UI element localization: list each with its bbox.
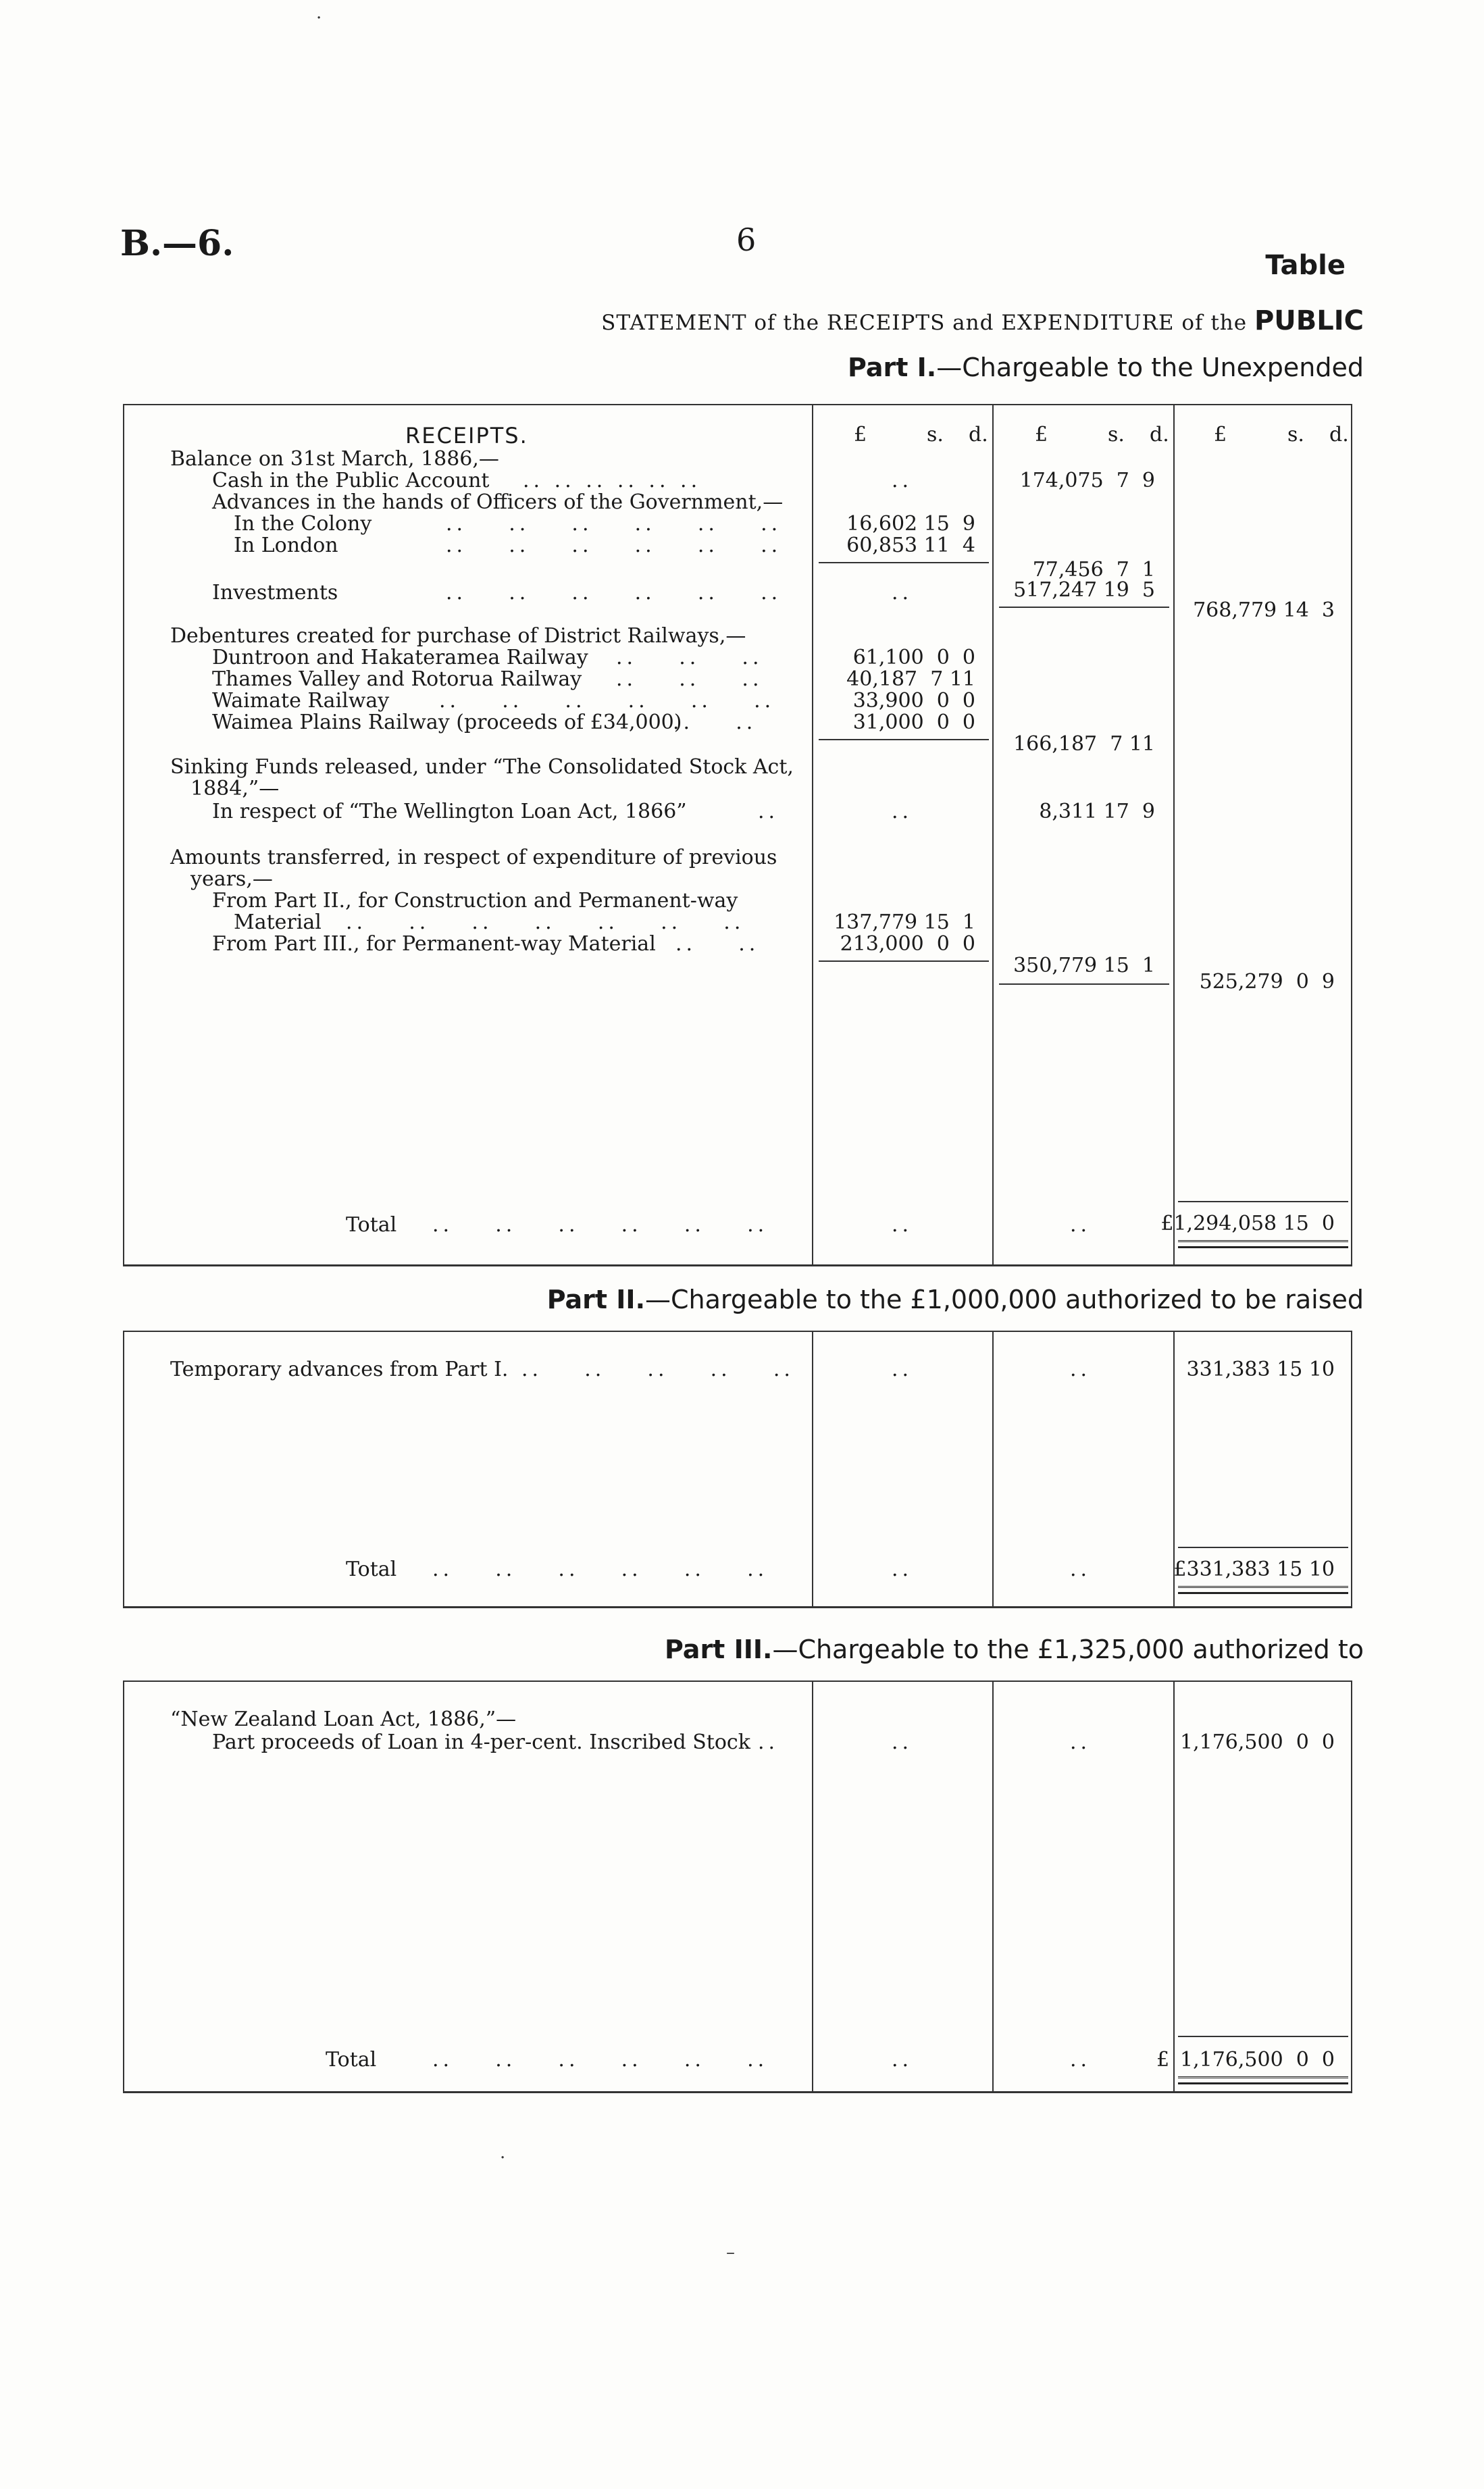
part2-col1-dots: ..: [892, 1558, 913, 1581]
line-duntroon: Duntroon and Hakateramea Railway: [212, 646, 588, 669]
part3-total-symbol: £: [1156, 2048, 1170, 2072]
leader: .. .. .. .. ..: [521, 1358, 794, 1381]
line-balance: Balance on 31st March, 1886,—: [170, 447, 499, 471]
line-investments: Investments: [212, 581, 338, 605]
part3-total: 1,176,500 0 0: [1180, 2048, 1335, 2072]
part2-col2-divider: [992, 1332, 994, 1606]
part3-col1-divider: [812, 1682, 813, 2091]
leader: .. .. .. .. .. ..: [432, 1558, 769, 1581]
leader: .. .. .. .. .. .. ..: [346, 910, 745, 934]
col2-empty-dots: ..: [1070, 1213, 1092, 1237]
leader: ..: [758, 800, 779, 823]
leader: .. .. ..: [616, 646, 763, 669]
line-debentures: Debentures created for purchase of District Railways,—: [170, 624, 746, 648]
part3-col1-dots: ..: [892, 2048, 913, 2072]
line-in-london: In London: [234, 534, 338, 557]
line-from-part2: From Part II., for Construction and Permanent-way: [212, 889, 738, 913]
leader: .. .. .. .. .. ..: [432, 2048, 769, 2072]
col2-pence-header: d.: [1150, 423, 1169, 446]
line-transfers: Amounts transferred, in respect of expenditure of previous: [170, 846, 777, 869]
col2-pound-header: £: [1035, 423, 1048, 446]
col1-waimea: 31,000 0 0: [852, 711, 975, 734]
part1-border-right: [1351, 405, 1352, 1264]
col1-pence-header: d.: [969, 423, 988, 446]
part2-double-rule: [1178, 1586, 1348, 1594]
part1-col2-divider: [992, 405, 994, 1264]
leader: ..: [758, 1730, 779, 1754]
part3-border-left: [123, 1682, 124, 2091]
col1-in-colony: 16,602 15 9: [846, 512, 975, 536]
part3-col2-dots: ..: [1070, 1730, 1092, 1754]
line-waimea: Waimea Plains Railway (proceeds of £34,000): [212, 711, 682, 734]
part3-col2-divider: [992, 1682, 994, 2091]
part2-title: [547, 1285, 1364, 1314]
line-waimate: Waimate Railway: [212, 689, 390, 713]
col1-rule: [819, 739, 989, 740]
part2-col2-dots: ..: [1070, 1558, 1092, 1581]
part3-border-right: [1351, 1682, 1352, 2091]
line-advances: Advances in the hands of Officers of the Government,—: [212, 490, 784, 514]
part1-title-bold: Part I.: [848, 353, 937, 382]
header-table-label: Table: [1265, 250, 1346, 281]
part2-col2-dots: ..: [1070, 1358, 1092, 1381]
part2-total: £331,383 15 10: [1173, 1558, 1335, 1581]
part2-col1-divider: [812, 1332, 813, 1606]
col1-part3: 213,000 0 0: [840, 932, 975, 956]
line-from-part3: From Part III., for Permanent-way Material: [212, 932, 656, 956]
line-in-colony: In the Colony: [234, 512, 372, 536]
part2-line: Temporary advances from Part I.: [170, 1358, 509, 1381]
col2-cash: 174,075 7 9: [1019, 469, 1155, 492]
part3-title: [665, 1635, 1364, 1664]
receipts-heading: RECEIPTS.: [405, 423, 528, 448]
print-speck: –: [726, 2242, 735, 2263]
part2-title-bold: Part II.: [546, 1285, 646, 1314]
col2-debentures-total: 166,187 7 11: [1013, 732, 1155, 756]
col2-rule: [999, 607, 1169, 608]
col3-other-total: 525,279 0 9: [1199, 970, 1335, 994]
leader: .. .. ..: [616, 667, 763, 691]
leader: .. .. .. .. .. ..: [439, 689, 775, 713]
line-sinking: Sinking Funds released, under “The Consolidated Stock Act,: [170, 755, 794, 779]
part1-col1-divider: [812, 405, 813, 1264]
line-sinking-act: 1884,”—: [190, 777, 280, 800]
col2-investments: 517,247 19 5: [1013, 578, 1155, 602]
col3-rule: [1178, 1201, 1348, 1202]
col3-pound-header: £: [1214, 423, 1227, 446]
line-material: Material: [234, 910, 322, 934]
statement-title-prefix: STATEMENT of the RECEIPTS and EXPENDITURE of the: [601, 311, 1248, 335]
col2-advances-total: 77,456 7 1: [1032, 558, 1155, 582]
col1-part2: 137,779 15 1: [834, 910, 975, 934]
part2-border-left: [123, 1332, 124, 1606]
col3-grand-total: £1,294,058 15 0: [1160, 1212, 1335, 1235]
col2-shilling-header: s.: [1108, 423, 1125, 446]
page-number: 6: [736, 222, 757, 258]
leader: .. ..: [675, 932, 760, 956]
part3-line1: “New Zealand Loan Act, 1886,”—: [170, 1708, 517, 1731]
part3-col3-divider: [1173, 1682, 1175, 2091]
col3-pence-header: d.: [1329, 423, 1349, 446]
line-wellington: In respect of “The Wellington Loan Act, 1866”: [212, 800, 687, 823]
col1-empty-dots: ..: [892, 581, 913, 605]
part1-title-rest: —Chargeable to the Unexpended: [936, 353, 1364, 382]
leader: .. .. .. .. .. ..: [446, 581, 782, 605]
col1-shilling-header: s.: [927, 423, 944, 446]
col3-balance-total: 768,779 14 3: [1193, 598, 1335, 622]
part3-table: [123, 1680, 1352, 2093]
part1-border-left: [123, 405, 124, 1264]
part3-double-rule: [1178, 2076, 1348, 2084]
leader: .. .. .. .. .. ..: [446, 512, 782, 536]
part2-col3-rule: [1178, 1547, 1348, 1548]
col3-shilling-header: s.: [1287, 423, 1304, 446]
part3-col3-rule: [1178, 2036, 1348, 2037]
col1-in-london: 60,853 11 4: [846, 534, 975, 557]
col1-rule: [819, 562, 989, 563]
document-code: B.—6.: [120, 223, 234, 264]
part3-col1-dots: ..: [892, 1730, 913, 1754]
col1-pound-header: £: [854, 423, 867, 446]
col1-waimate: 33,900 0 0: [852, 689, 975, 713]
print-speck: ·: [500, 2148, 506, 2168]
statement-title: [601, 305, 1364, 336]
leader: .. .. .. .. .. ..: [446, 534, 782, 557]
col1-empty-dots: ..: [892, 469, 913, 492]
col1-thames: 40,187 7 11: [846, 667, 975, 691]
leader: .. .. .. .. .. ..: [432, 1213, 769, 1237]
col1-empty-dots: ..: [892, 1213, 913, 1237]
part3-title-bold: Part III.: [664, 1635, 773, 1664]
statement-title-bold: PUBLIC: [1254, 305, 1364, 336]
leader: .. ..: [673, 711, 757, 734]
part3-line2: Part proceeds of Loan in 4-per-cent. Inscribed Stock: [212, 1730, 750, 1754]
part1-total-label: Total: [346, 1213, 397, 1237]
col2-transfers-total: 350,779 15 1: [1013, 954, 1155, 977]
col1-empty-dots: ..: [892, 800, 913, 823]
col2-rule: [999, 983, 1169, 985]
part2-title-rest: —Chargeable to the £1,000,000 authorized to be raised: [645, 1285, 1364, 1314]
col1-duntroon: 61,100 0 0: [852, 646, 975, 669]
line-thames: Thames Valley and Rotorua Railway: [212, 667, 582, 691]
leader: .. .. .. .. .. ..: [523, 469, 702, 492]
line-years: years,—: [190, 867, 273, 891]
part2-border-right: [1351, 1332, 1352, 1606]
part3-total-label: Total: [326, 2048, 377, 2072]
print-speck: ·: [316, 8, 322, 28]
part2-col1-dots: ..: [892, 1358, 913, 1381]
part3-title-rest: —Chargeable to the £1,325,000 authorized to: [772, 1635, 1364, 1664]
col2-sinking: 8,311 17 9: [1039, 800, 1155, 823]
part3-col2-dots: ..: [1070, 2048, 1092, 2072]
line-cash: Cash in the Public Account: [212, 469, 490, 492]
col1-rule: [819, 960, 989, 962]
part3-amount: 1,176,500 0 0: [1180, 1730, 1335, 1754]
part2-table: [123, 1331, 1352, 1608]
part2-total-label: Total: [346, 1558, 397, 1581]
col3-double-rule: [1178, 1240, 1348, 1248]
part1-title: [848, 353, 1364, 382]
part1-table: [123, 404, 1352, 1266]
part1-col3-divider: [1173, 405, 1175, 1264]
part2-amount: 331,383 15 10: [1186, 1358, 1335, 1381]
